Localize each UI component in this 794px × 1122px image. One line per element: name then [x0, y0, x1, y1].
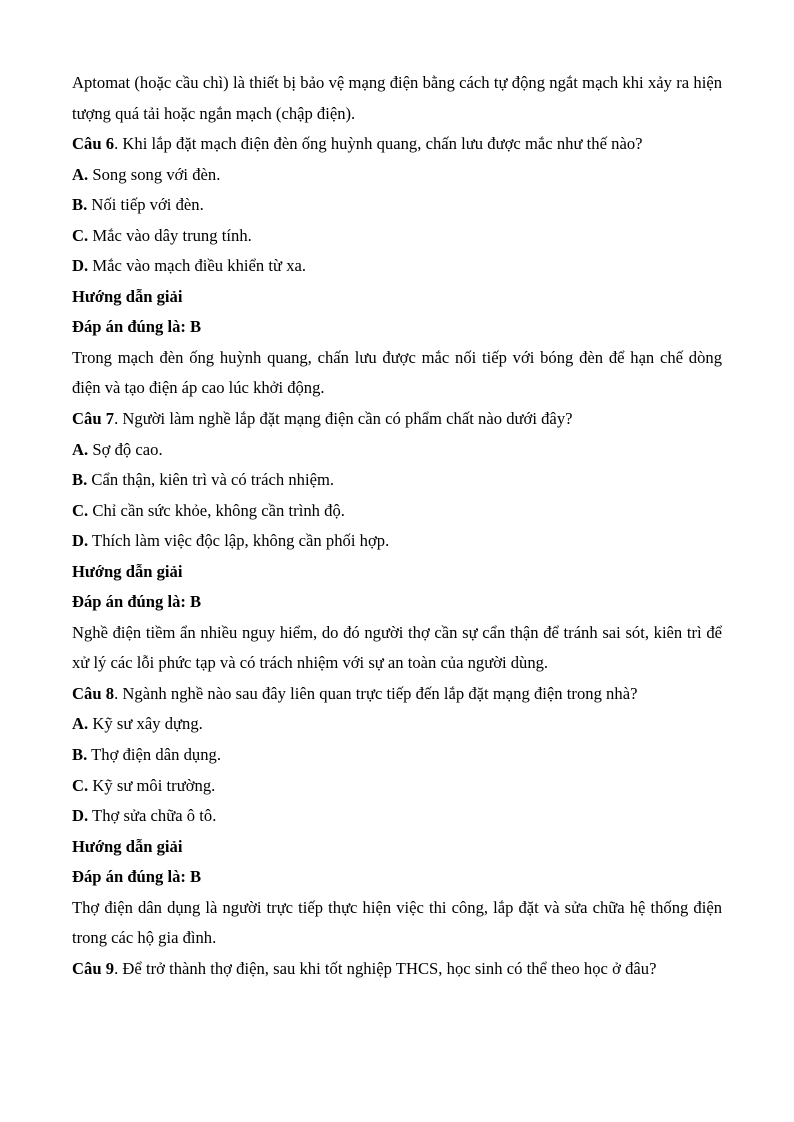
question-8-option-a-text: Kỹ sư xây dựng. — [88, 714, 203, 734]
question-6-label: Câu 6 — [72, 134, 115, 154]
question-8-label: Câu 8 — [72, 683, 115, 703]
question-7-option-d-letter: D. — [72, 531, 89, 551]
question-6-option-a — [72, 160, 722, 191]
question-7-option-b-text: Cẩn thận, kiên trì và có trách nhiệm. — [87, 470, 335, 490]
question-6-option-c-text: Mắc vào dây trung tính. — [88, 225, 252, 245]
question-8-option-d-letter: D. — [72, 806, 89, 826]
document-body — [72, 68, 722, 984]
question-8-solution-heading: Hướng dẫn giải — [72, 836, 183, 856]
question-9-text: . Để trở thành thợ điện, sau khi tốt nghiệp THCS, học sinh có thể theo học ở đâu? — [114, 958, 657, 978]
question-6-solution-heading: Hướng dẫn giải — [72, 286, 183, 306]
question-7-option-c-text: Chỉ cần sức khỏe, không cần trình độ. — [88, 500, 345, 520]
question-8-text: . Ngành nghề nào sau đây liên quan trực tiếp đến lắp đặt mạng điện trong nhà? — [114, 683, 638, 703]
question-6-option-d — [72, 251, 722, 282]
question-8 — [72, 679, 722, 710]
question-8-option-c — [72, 771, 722, 802]
question-7 — [72, 404, 722, 435]
question-8-option-c-text: Kỹ sư môi trường. — [88, 775, 216, 795]
question-6-option-b — [72, 190, 722, 221]
question-6-option-c — [72, 221, 722, 252]
question-7-option-b-letter: B. — [72, 470, 88, 490]
question-7-label: Câu 7 — [72, 409, 115, 429]
question-8-option-b-text: Thợ điện dân dụng. — [87, 745, 222, 765]
question-7-answer-key: Đáp án đúng là: B — [72, 592, 202, 612]
question-6-option-a-text: Song song với đèn. — [88, 164, 221, 184]
question-6 — [72, 129, 722, 160]
question-8-answer-key: Đáp án đúng là: B — [72, 867, 202, 887]
question-7-option-c — [72, 496, 722, 527]
question-7-option-d — [72, 526, 722, 557]
question-9 — [72, 954, 722, 985]
question-7-explanation: Nghề điện tiềm ẩn nhiều nguy hiểm, do đó người thợ cần sự cẩn thận để tránh sai sót, kiên trì để xử lý các lỗi phức tạp và có trách nhiệm với sự an toàn của người dùng. — [72, 622, 722, 673]
question-8-explanation: Thợ điện dân dụng là người trực tiếp thực hiện việc thi công, lắp đặt và sửa chữa hệ thống điện trong các hộ gia đình. — [72, 897, 722, 948]
question-7-option-a-text: Sợ độ cao. — [88, 439, 163, 459]
question-8-option-d — [72, 801, 722, 832]
question-7-option-d-text: Thích làm việc độc lập, không cần phối hợp. — [88, 531, 390, 551]
question-8-option-a — [72, 709, 722, 740]
question-8-option-b-letter: B. — [72, 745, 88, 765]
question-7-solution-heading: Hướng dẫn giải — [72, 561, 183, 581]
question-6-option-a-letter: A. — [72, 164, 89, 184]
question-7-option-b — [72, 465, 722, 496]
question-8-option-c-letter: C. — [72, 775, 89, 795]
question-6-option-b-text: Nối tiếp với đèn. — [87, 195, 204, 215]
intro-paragraph-aptomat: Aptomat (hoặc cầu chì) là thiết bị bảo vệ mạng điện bằng cách tự động ngắt mạch khi xảy ra hiện tượng quá tải hoặc ngắn mạch (chập điện). — [72, 73, 722, 123]
question-6-option-b-letter: B. — [72, 195, 88, 215]
question-6-option-d-letter: D. — [72, 256, 89, 276]
question-7-text: . Người làm nghề lắp đặt mạng điện cần có phẩm chất nào dưới đây? — [114, 409, 573, 429]
question-6-explanation: Trong mạch đèn ống huỳnh quang, chấn lưu được mắc nối tiếp với bóng đèn để hạn chế dòng điện và tạo điện áp cao lúc khởi động. — [72, 347, 722, 398]
question-8-option-d-text: Thợ sửa chữa ô tô. — [88, 806, 217, 826]
question-7-option-a-letter: A. — [72, 439, 89, 459]
question-8-option-a-letter: A. — [72, 714, 89, 734]
question-6-option-d-text: Mắc vào mạch điều khiển từ xa. — [88, 256, 307, 276]
question-9-label: Câu 9 — [72, 958, 115, 978]
question-7-option-c-letter: C. — [72, 500, 89, 520]
question-6-text: . Khi lắp đặt mạch điện đèn ống huỳnh quang, chấn lưu được mắc như thế nào? — [114, 134, 643, 154]
question-8-option-b — [72, 740, 722, 771]
question-7-option-a — [72, 435, 722, 466]
question-6-option-c-letter: C. — [72, 225, 89, 245]
question-6-answer-key: Đáp án đúng là: B — [72, 317, 202, 337]
